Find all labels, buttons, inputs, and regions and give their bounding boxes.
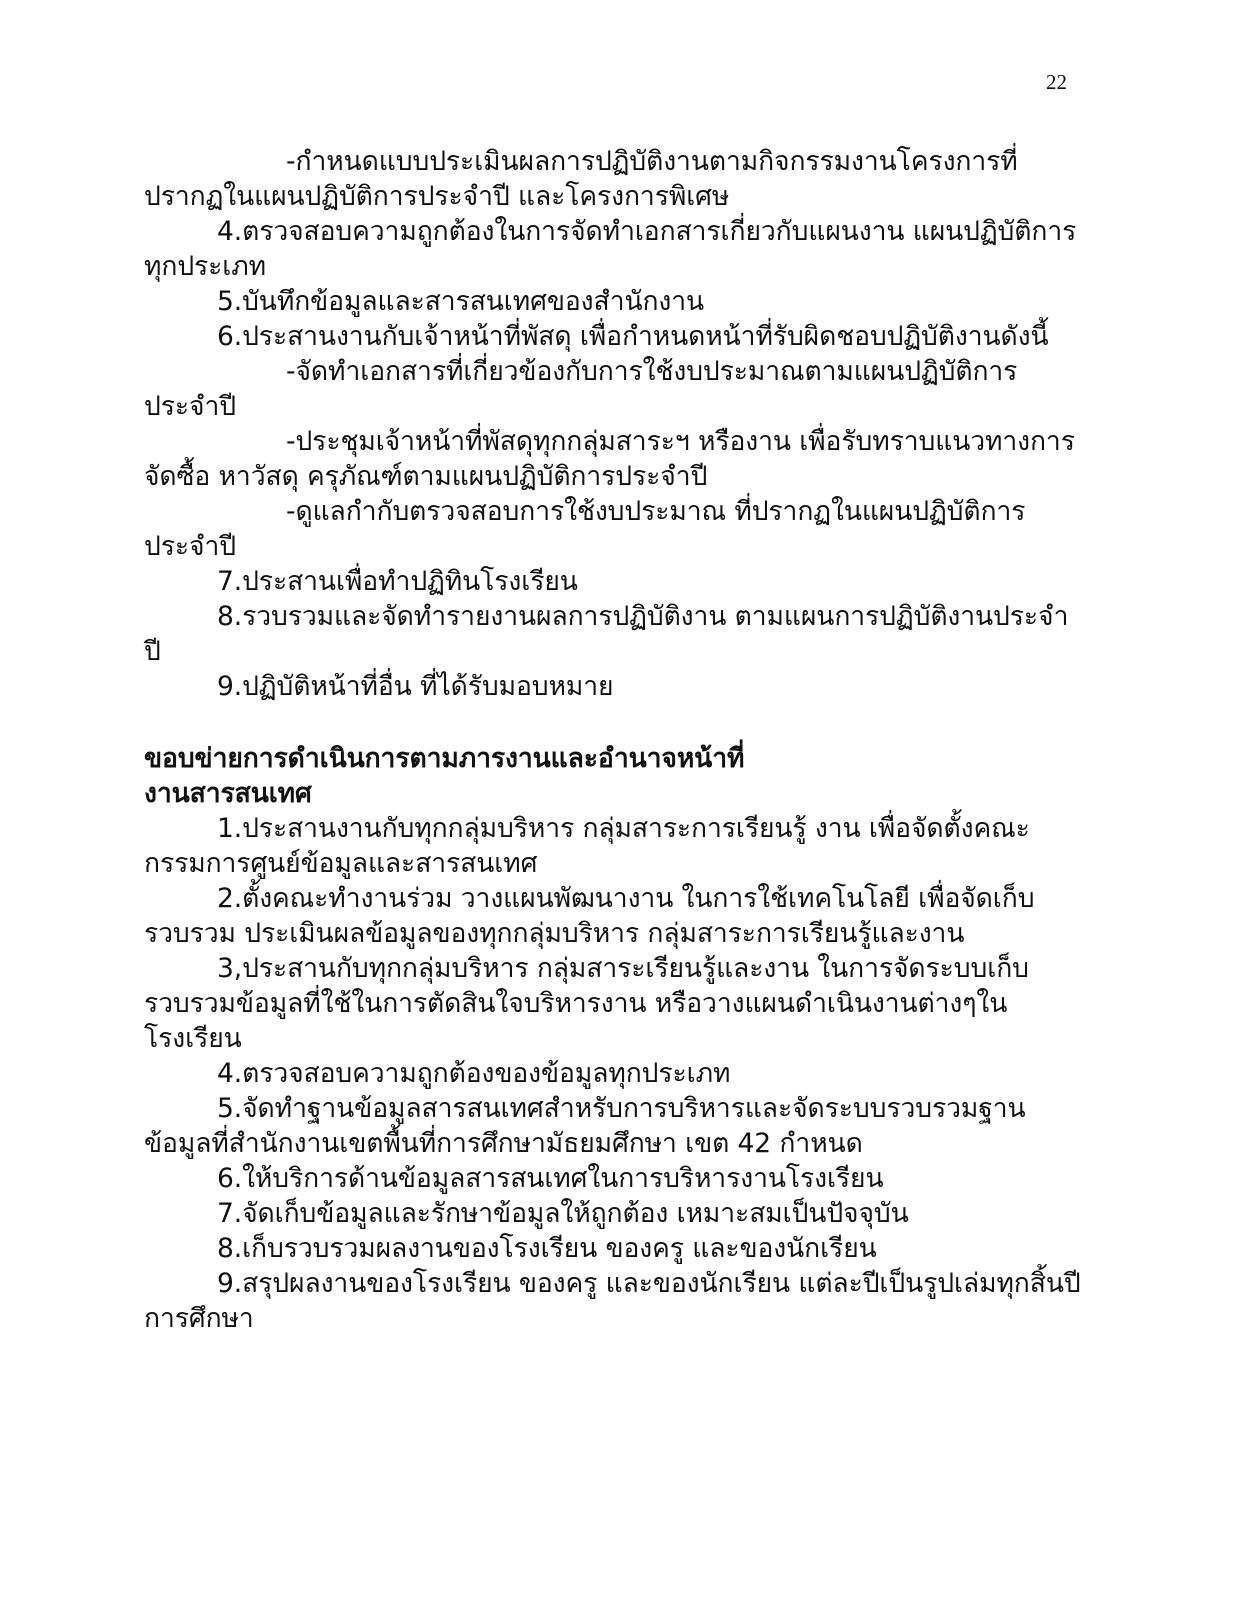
paragraph: 4.ตรวจสอบความถูกต้องของข้อมูลทุกประเภท xyxy=(217,1058,731,1089)
paragraph: -จัดทำเอกสารที่เกี่ยวข้องกับการใช้งบประมาณตามแผนปฏิบัติการประจำปี xyxy=(144,356,1018,422)
paragraph: 8.รวบรวมและจัดทำรายงานผลการปฏิบัติงาน ตามแผนการปฏิบัติงานประจำปี xyxy=(144,601,1069,667)
paragraph: 5.จัดทำฐานข้อมูลสารสนเทศสำหรับการบริหารและจัดระบบรวบรวมฐานข้อมูลที่สำนักงานเขตพื้นที่การศึกษามัธยมศึกษา เขต 42 กำหนด xyxy=(144,1093,1026,1159)
paragraph: 1.ประสานงานกับทุกกลุ่มบริหาร กลุ่มสาระการเรียนรู้ งาน เพื่อจัดตั้งคณะกรรมการศูนย์ข้อมูลและสารสนเทศ xyxy=(144,813,1030,879)
paragraph: -ประชุมเจ้าหน้าที่พัสดุทุกกลุ่มสาระฯ หรืองาน เพื่อรับทราบแนวทางการจัดซื้อ หาวัสดุ ครุภัณฑ์ตามแผนปฏิบัติการประจำปี xyxy=(144,426,1075,492)
document-body xyxy=(144,144,1084,1336)
page-number: 22 xyxy=(1046,70,1067,94)
paragraph: 3,ประสานกับทุกกลุ่มบริหาร กลุ่มสาระเรียนรู้และงาน ในการจัดระบบเก็บรวบรวมข้อมูลที่ใช้ในการตัดสินใจบริหารงาน หรือวางแผนดำเนินงานต่างๆในโรงเรียน xyxy=(144,953,1029,1054)
section-subheading: งานสารสนเทศ xyxy=(144,778,312,809)
paragraph: 9.สรุปผลงานของโรงเรียน ของครู และของนักเรียน แต่ละปีเป็นรูปเล่มทุกสิ้นปีการศึกษา xyxy=(144,1268,1081,1334)
paragraph: 6.ประสานงานกับเจ้าหน้าที่พัสดุ เพื่อกำหนดหน้าที่รับผิดชอบปฏิบัติงานดังนี้ xyxy=(217,321,1049,352)
paragraph: 8.เก็บรวบรวมผลงานของโรงเรียน ของครู และของนักเรียน xyxy=(217,1233,877,1264)
paragraph: 4.ตรวจสอบความถูกต้องในการจัดทำเอกสารเกี่ยวกับแผนงาน แผนปฏิบัติการทุกประเภท xyxy=(144,216,1077,282)
section-gap xyxy=(144,704,1084,741)
paragraph: 9.ปฏิบัติหน้าที่อื่น ที่ได้รับมอบหมาย xyxy=(217,671,614,702)
paragraph: 7.จัดเก็บข้อมูลและรักษาข้อมูลให้ถูกต้อง เหมาะสมเป็นปัจจุบัน xyxy=(217,1198,909,1229)
paragraph: 7.ประสานเพื่อทำปฏิทินโรงเรียน xyxy=(217,566,578,597)
paragraph: -กำหนดแบบประเมินผลการปฏิบัติงานตามกิจกรรมงานโครงการที่ปรากฏในแผนปฏิบัติการประจำปี และโครงการพิเศษ xyxy=(144,146,1018,212)
section-information-duties xyxy=(144,741,1084,1336)
paragraph: 2.ตั้งคณะทำงานร่วม วางแผนพัฒนางาน ในการใช้เทคโนโลยี เพื่อจัดเก็บรวบรวม ประเมินผลข้อมูลของทุกกลุ่มบริหาร กลุ่มสาระการเรียนรู้และงาน xyxy=(144,883,1035,949)
section-plan-duties xyxy=(144,144,1084,704)
paragraph: 5.บันทึกข้อมูลและสารสนเทศของสำนักงาน xyxy=(217,286,705,317)
paragraph: 6.ให้บริการด้านข้อมูลสารสนเทศในการบริหารงานโรงเรียน xyxy=(217,1163,884,1194)
section-heading: ขอบข่ายการดำเนินการตามภารงานและอำนาจหน้าที่ xyxy=(144,743,745,774)
paragraph: -ดูแลกำกับตรวจสอบการใช้งบประมาณ ที่ปรากฏในแผนปฏิบัติการประจำปี xyxy=(144,496,1026,562)
